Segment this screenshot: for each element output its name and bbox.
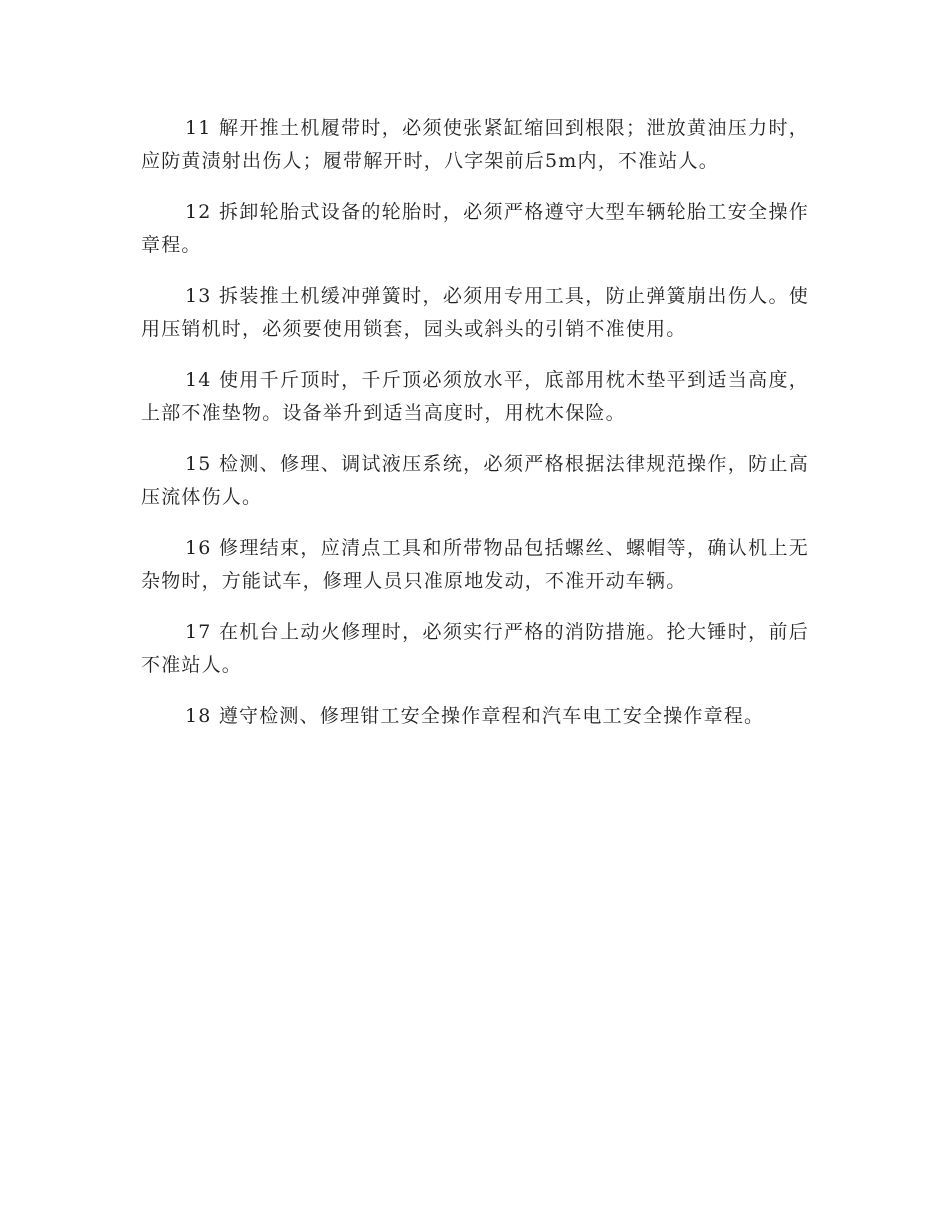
paragraph-rule-13: 13 拆装推土机缓冲弹簧时，必须用专用工具，防止弹簧崩出伤人。使用压销机时，必须要使用锁套，园头或斜头的引销不准使用。 (141, 285, 809, 340)
paragraph-rule-17: 17 在机台上动火修理时，必须实行严格的消防措施。抡大锤时，前后不准站人。 (141, 621, 809, 676)
paragraph-rule-16: 16 修理结束，应清点工具和所带物品包括螺丝、螺帽等，确认机上无杂物时，方能试车，修理人员只准原地发动，不准开动车辆。 (141, 537, 809, 592)
paragraph-rule-11: 11 解开推土机履带时，必须使张紧缸缩回到根限；泄放黄油压力时，应防黄渍射出伤人；履带解开时，八字架前后5m内，不准站人。 (141, 117, 809, 172)
paragraph-rule-18: 18 遵守检测、修理钳工安全操作章程和汽车电工安全操作章程。 (185, 705, 765, 727)
paragraph-rule-14: 14 使用千斤顶时，千斤顶必须放水平，底部用枕木垫平到适当高度，上部不准垫物。设备举升到适当高度时，用枕木保险。 (141, 369, 809, 424)
paragraph-rule-12: 12 拆卸轮胎式设备的轮胎时，必须严格遵守大型车辆轮胎工安全操作章程。 (141, 201, 809, 256)
paragraph-rule-15: 15 检测、修理、调试液压系统，必须严格根据法律规范操作，防止高压流体伤人。 (141, 453, 809, 508)
document-body (141, 112, 809, 751)
